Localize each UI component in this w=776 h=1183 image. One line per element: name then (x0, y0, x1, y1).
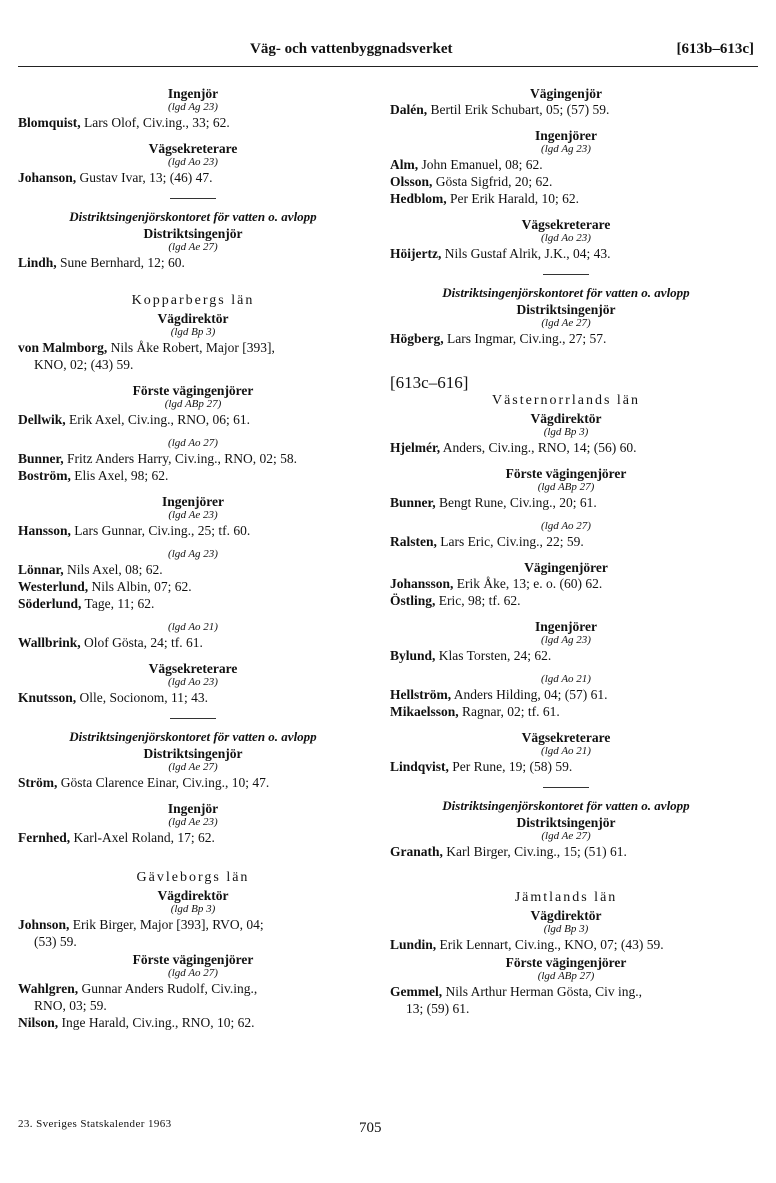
salary-grade: (lgd Ag 23) (168, 101, 218, 113)
person-surname: Söderlund, (18, 596, 82, 611)
salary-grade: (lgd Ae 27) (168, 241, 218, 253)
county-heading: Kopparbergs län (131, 293, 255, 308)
divider (170, 198, 216, 199)
position-title: Vägdirektör (157, 311, 229, 326)
office-block (18, 494, 368, 539)
county-heading: Västernorrlands län (491, 393, 641, 408)
position-title: Vägdirektör (530, 908, 602, 923)
position-title: Distriktsingenjör (143, 226, 243, 241)
person-details: Fritz Anders Harry, Civ.ing., RNO, 02; 58. (63, 451, 298, 466)
office-block (18, 383, 368, 428)
person-entry (390, 575, 742, 592)
salary-grade: (lgd Ae 27) (168, 761, 218, 773)
district-office-title: Distriktsingenjörskontoret för vatten o. avlopp (69, 729, 317, 744)
person-entry (390, 330, 742, 347)
position-heading (390, 560, 742, 575)
person-details: Lars Olof, Civ.ing., 33; 62. (80, 115, 230, 130)
person-details: Tage, 11; 62. (81, 596, 155, 611)
salary-grade: (lgd ABp 27) (537, 481, 595, 493)
office-block (390, 466, 742, 511)
divider (543, 787, 589, 788)
person-details: Nils Gustaf Alrik, J.K., 04; 43. (441, 246, 611, 261)
person-entry (18, 774, 368, 791)
person-details: Gunnar Anders Rudolf, Civ.ing., (78, 981, 258, 996)
person-surname: Olsson, (390, 174, 433, 189)
person-surname: Ralsten, (390, 534, 437, 549)
person-surname: Johnson, (18, 917, 70, 932)
person-surname: Bunner, (390, 495, 436, 510)
person-details: Anders Hilding, 04; (57) 61. (451, 687, 608, 702)
person-entry (390, 703, 742, 720)
district-block (18, 729, 368, 791)
person-surname: Boström, (18, 468, 71, 483)
person-surname: Lindh, (18, 255, 57, 270)
person-entry (390, 245, 742, 262)
office-block (390, 128, 742, 207)
person-details: Anders, Civ.ing., RNO, 14; (56) 60. (440, 440, 637, 455)
position-title: Förste vägingenjörer (132, 952, 254, 967)
person-details: Karl Birger, Civ.ing., 15; (51) 61. (442, 844, 627, 859)
position-heading (18, 141, 368, 169)
left-column (18, 76, 368, 1031)
county-heading: Jämtlands län (514, 890, 618, 905)
salary-grade: (lgd Ag 23) (541, 143, 591, 155)
person-surname: Gemmel, (390, 984, 443, 999)
person-entry (390, 190, 742, 207)
person-surname: Lindqvist, (390, 759, 449, 774)
person-entry (18, 980, 368, 1014)
position-title: Ingenjörer (535, 619, 597, 634)
position-heading (390, 730, 742, 758)
footer-source: 23. Sveriges Statskalender 1963 (18, 1118, 172, 1130)
person-surname: Granath, (390, 844, 443, 859)
person-surname: Blomquist, (18, 115, 81, 130)
person-details: Inge Harald, Civ.ing., RNO, 10; 62. (58, 1015, 255, 1030)
office-block (18, 661, 368, 706)
person-entry (18, 467, 368, 484)
position-heading (390, 815, 742, 843)
position-title: Distriktsingenjör (516, 815, 616, 830)
position-title: Ingenjör (167, 86, 219, 101)
person-details-continued: RNO, 03; 59. (34, 998, 107, 1013)
person-surname: Johanson, (18, 170, 77, 185)
position-title: Vägsekreterare (148, 141, 238, 156)
person-entry (18, 450, 368, 467)
position-title: Vägdirektör (157, 888, 229, 903)
person-entry (18, 339, 368, 373)
position-heading (18, 437, 368, 450)
person-surname: Hellström, (390, 687, 452, 702)
section-code-marker: [613c–616] (390, 373, 469, 392)
position-heading (390, 673, 742, 686)
person-details: Erik Lennart, Civ.ing., KNO, 07; (43) 59. (436, 937, 664, 952)
salary-grade: (lgd Ao 21) (168, 621, 218, 633)
person-details: Eric, 98; tf. 62. (435, 593, 521, 608)
person-surname: Lundin, (390, 937, 437, 952)
person-details: Ragnar, 02; tf. 61. (458, 704, 560, 719)
person-entry (18, 634, 368, 651)
person-surname: Westerlund, (18, 579, 89, 594)
district-office-title: Distriktsingenjörskontoret för vatten o. avlopp (442, 285, 690, 300)
person-entry (18, 1014, 368, 1031)
district-block (390, 798, 742, 860)
person-details: Per Rune, 19; (58) 59. (448, 759, 573, 774)
office-block (18, 437, 368, 484)
person-details: Erik Birger, Major [393], RVO, 04; (69, 917, 264, 932)
position-heading (18, 86, 368, 114)
person-surname: Hedblom, (390, 191, 447, 206)
position-title: Ingenjörer (162, 494, 224, 509)
person-details: Nils Axel, 08; 62. (63, 562, 163, 577)
person-details-continued: KNO, 02; (43) 59. (34, 357, 134, 372)
person-surname: Höijertz, (390, 246, 442, 261)
position-heading (390, 520, 742, 533)
page-title: Väg- och vattenbyggnadsverket (250, 41, 453, 57)
position-heading (18, 548, 368, 561)
office-block (390, 673, 742, 720)
person-surname: Dellwik, (18, 412, 66, 427)
position-heading (390, 128, 742, 156)
divider (170, 718, 216, 719)
person-surname: Hansson, (18, 523, 71, 538)
person-details: Karl-Axel Roland, 17; 62. (70, 830, 215, 845)
person-details: Bengt Rune, Civ.ing., 20; 61. (435, 495, 597, 510)
position-title: Ingenjör (167, 801, 219, 816)
person-entry (18, 595, 368, 612)
office-block (18, 801, 368, 846)
person-details: Gösta Sigfrid, 20; 62. (432, 174, 553, 189)
person-surname: Bylund, (390, 648, 436, 663)
person-details: Olle, Socionom, 11; 43. (76, 690, 209, 705)
header-divider (18, 66, 758, 67)
right-column (390, 76, 742, 1017)
position-heading (18, 226, 368, 254)
district-office-title: Distriktsingenjörskontoret för vatten o. avlopp (442, 798, 690, 813)
position-title: Distriktsingenjör (143, 746, 243, 761)
person-details: Sune Bernhard, 12; 60. (56, 255, 185, 270)
person-entry (18, 114, 368, 131)
person-entry (18, 829, 368, 846)
position-heading (18, 494, 368, 522)
position-heading (390, 217, 742, 245)
position-title: Distriktsingenjör (516, 302, 616, 317)
salary-grade: (lgd Ag 23) (168, 548, 218, 560)
person-surname: Nilson, (18, 1015, 59, 1030)
person-details-continued: (53) 59. (34, 934, 77, 949)
office-block (18, 86, 368, 131)
position-heading (18, 746, 368, 774)
person-entry (390, 101, 742, 118)
person-details: Nils Albin, 07; 62. (88, 579, 192, 594)
page-number: 705 (359, 1120, 382, 1136)
section-code: [613b–613c] (676, 41, 754, 57)
salary-grade: (lgd ABp 27) (537, 970, 595, 982)
office-block (390, 955, 742, 1017)
person-entry (390, 686, 742, 703)
person-details: Olof Gösta, 24; tf. 61. (80, 635, 203, 650)
person-entry (18, 916, 368, 950)
salary-grade: (lgd Bp 3) (543, 426, 589, 438)
person-entry (390, 843, 742, 860)
salary-grade: (lgd Ao 27) (168, 967, 218, 979)
person-entry (18, 522, 368, 539)
position-heading (390, 302, 742, 330)
office-block (18, 548, 368, 612)
salary-grade: (lgd Ao 27) (168, 437, 218, 449)
person-entry (390, 533, 742, 550)
person-entry (18, 254, 368, 271)
position-heading (390, 908, 742, 936)
person-surname: Ström, (18, 775, 58, 790)
person-details: Erik Åke, 13; e. o. (60) 62. (453, 576, 603, 591)
office-block (18, 888, 368, 950)
person-entry (390, 592, 742, 609)
position-heading (390, 86, 742, 101)
person-entry (18, 561, 368, 578)
person-details: Lars Ingmar, Civ.ing., 27; 57. (443, 331, 607, 346)
position-heading (18, 888, 368, 916)
person-surname: Bunner, (18, 451, 64, 466)
person-entry (18, 578, 368, 595)
district-block (18, 209, 368, 271)
salary-grade: (lgd Ao 27) (541, 520, 591, 532)
person-details: Lars Gunnar, Civ.ing., 25; tf. 60. (70, 523, 251, 538)
office-block (18, 952, 368, 1031)
salary-grade: (lgd Ao 21) (541, 745, 591, 757)
person-surname: Johansson, (390, 576, 454, 591)
position-title: Vägsekreterare (521, 217, 611, 232)
office-block (390, 411, 742, 456)
person-details: Gösta Clarence Einar, Civ.ing., 10; 47. (57, 775, 270, 790)
office-block (390, 619, 742, 664)
county-heading: Gävleborgs län (136, 870, 250, 885)
position-title: Förste vägingenjörer (505, 466, 627, 481)
office-block (390, 217, 742, 262)
position-heading (18, 311, 368, 339)
person-entry (18, 411, 368, 428)
salary-grade: (lgd Ae 27) (541, 317, 591, 329)
salary-grade: (lgd Ae 23) (168, 816, 218, 828)
person-details: John Emanuel, 08; 62. (418, 157, 543, 172)
person-surname: Fernhed, (18, 830, 71, 845)
person-surname: Mikaelsson, (390, 704, 459, 719)
person-surname: Dalén, (390, 102, 428, 117)
person-entry (390, 156, 742, 173)
person-surname: Hjelmér, (390, 440, 441, 455)
office-block (390, 560, 742, 609)
position-title: Ingenjörer (535, 128, 597, 143)
person-details: Nils Arthur Herman Gösta, Civ ing., (442, 984, 642, 999)
office-block (18, 141, 368, 186)
position-heading (18, 952, 368, 980)
position-title: Vägingenjör (530, 86, 602, 101)
position-title: Vägdirektör (530, 411, 602, 426)
divider (543, 274, 589, 275)
office-block (390, 908, 742, 953)
position-heading (390, 466, 742, 494)
position-title: Vägsekreterare (148, 661, 238, 676)
person-surname: Östling, (390, 593, 436, 608)
salary-grade: (lgd Bp 3) (170, 326, 216, 338)
salary-grade: (lgd Bp 3) (170, 903, 216, 915)
person-entry (390, 647, 742, 664)
position-heading (18, 801, 368, 829)
position-heading (18, 661, 368, 689)
person-surname: Högberg, (390, 331, 444, 346)
person-details: Bertil Erik Schubart, 05; (57) 59. (427, 102, 610, 117)
office-block (18, 621, 368, 651)
person-details: Elis Axel, 98; 62. (70, 468, 169, 483)
position-heading (390, 411, 742, 439)
person-entry (390, 494, 742, 511)
person-entry (390, 936, 742, 953)
salary-grade: (lgd Ao 23) (168, 676, 218, 688)
salary-grade: (lgd Ae 23) (168, 509, 218, 521)
person-details: Nils Åke Robert, Major [393], (107, 340, 275, 355)
person-details: Gustav Ivar, 13; (46) 47. (76, 170, 213, 185)
position-heading (18, 621, 368, 634)
position-heading (18, 383, 368, 411)
person-surname: Knutsson, (18, 690, 77, 705)
salary-grade: (lgd Ag 23) (541, 634, 591, 646)
person-details: Lars Eric, Civ.ing., 22; 59. (436, 534, 584, 549)
person-entry (390, 758, 742, 775)
person-entry (390, 439, 742, 456)
district-block (390, 285, 742, 347)
person-details: Erik Axel, Civ.ing., RNO, 06; 61. (65, 412, 251, 427)
person-entry (18, 169, 368, 186)
district-office-title: Distriktsingenjörskontoret för vatten o. avlopp (69, 209, 317, 224)
position-heading (390, 619, 742, 647)
salary-grade: (lgd Ao 23) (541, 232, 591, 244)
position-title: Förste vägingenjörer (132, 383, 254, 398)
salary-grade: (lgd Ao 23) (168, 156, 218, 168)
person-details: Per Erik Harald, 10; 62. (446, 191, 579, 206)
person-surname: Alm, (390, 157, 419, 172)
person-entry (390, 983, 742, 1017)
person-surname: von Malmborg, (18, 340, 108, 355)
position-title: Vägsekreterare (521, 730, 611, 745)
person-surname: Wallbrink, (18, 635, 81, 650)
position-title: Förste vägingenjörer (505, 955, 627, 970)
person-entry (390, 173, 742, 190)
position-title: Vägingenjörer (524, 560, 608, 575)
salary-grade: (lgd Ae 27) (541, 830, 591, 842)
office-block (18, 311, 368, 373)
salary-grade: (lgd ABp 27) (164, 398, 222, 410)
person-entry (18, 689, 368, 706)
salary-grade: (lgd Bp 3) (543, 923, 589, 935)
person-details-continued: 13; (59) 61. (406, 1001, 470, 1016)
person-surname: Wahlgren, (18, 981, 79, 996)
office-block (390, 520, 742, 550)
salary-grade: (lgd Ao 21) (541, 673, 591, 685)
office-block (390, 86, 742, 118)
position-heading (390, 955, 742, 983)
office-block (390, 730, 742, 775)
person-surname: Lönnar, (18, 562, 64, 577)
person-details: Klas Torsten, 24; 62. (435, 648, 552, 663)
